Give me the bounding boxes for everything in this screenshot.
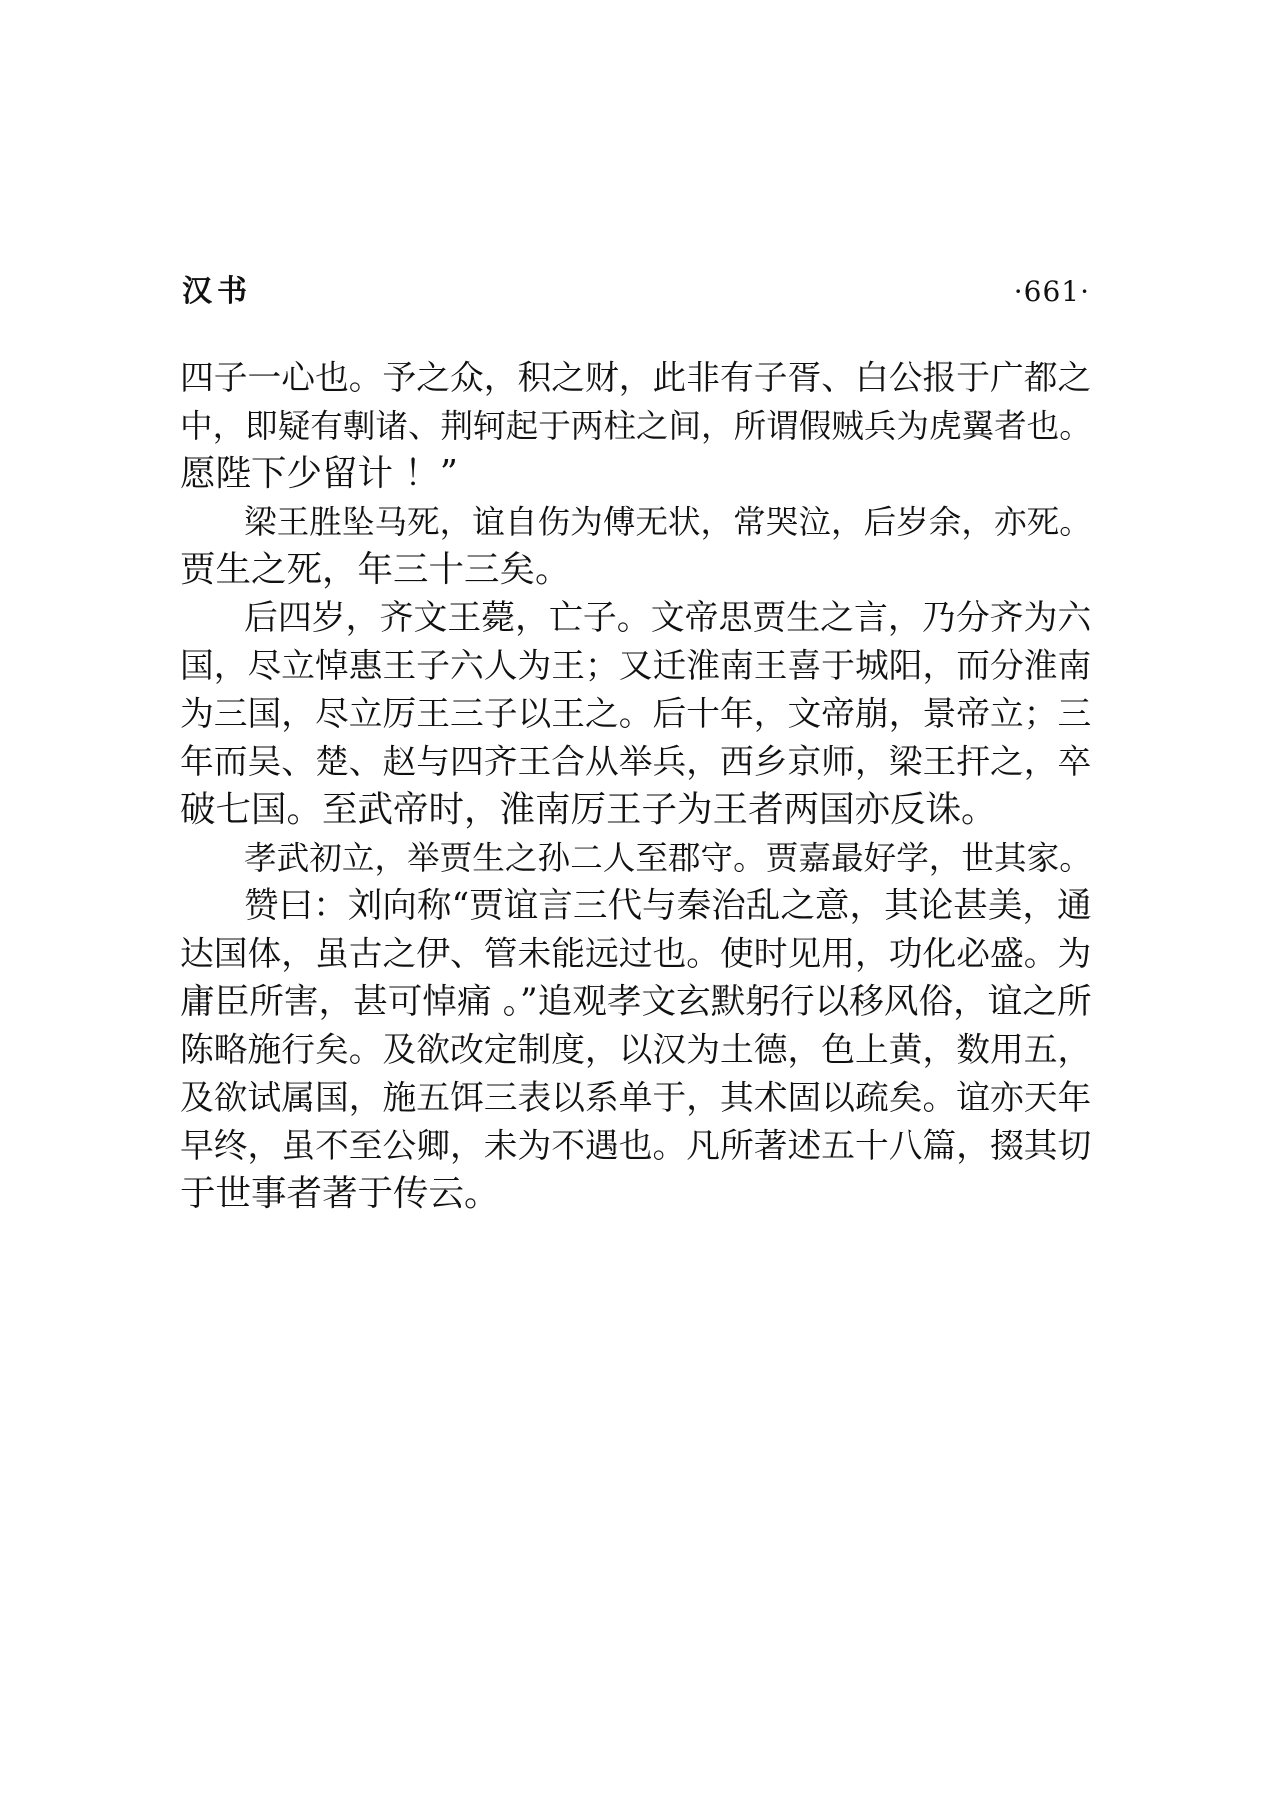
body-text	[180, 354, 1092, 1218]
running-title: 汉书	[182, 274, 252, 309]
text-line: 于世事者著于传云。	[180, 1173, 500, 1214]
text-line: 破七国。至武帝时，淮南厉王子为王者两国亦反诛。	[180, 789, 997, 830]
text-line: 达国体，虽古之伊、管未能远过也。使时见用，功化必盛。为	[180, 934, 1092, 973]
text-line: 早终，虽不至公卿，未为不遇也。凡所著述五十八篇，掇其切	[180, 1126, 1092, 1165]
page-number: ·661·	[1013, 275, 1090, 308]
text-line: 年而吴、楚、赵与四齐王合从举兵，西乡京师，梁王扞之，卒	[180, 742, 1092, 781]
text-line: 赞曰：刘向称“贾谊言三代与秦治乱之意，其论甚美，通	[244, 886, 1092, 926]
text-line: 梁王胜坠马死，谊自伤为傅无状，常哭泣，后岁余，亦死。	[244, 503, 1092, 541]
text-line: 陈略施行矣。及欲改定制度，以汉为土德，色上黄，数用五，	[180, 1030, 1092, 1069]
text-line: 后四岁，齐文王薨，亡子。文帝思贾生之言，乃分齐为六	[244, 598, 1092, 637]
text-line: 庸臣所害，甚可悼痛 。”追观孝文玄默躬行以移风俗，谊之所	[180, 982, 1092, 1022]
text-line: 贾生之死，年三十三矣。	[180, 549, 571, 590]
text-line: 四子一心也。予之众，积之财，此非有子胥、白公报于广都之	[180, 358, 1092, 397]
text-line: 孝武初立，举贾生之孙二人至郡守。贾嘉最好学，世其家。	[244, 839, 1092, 877]
text-line: 及欲试属国，施五饵三表以系单于，其术固以疏矣。谊亦天年	[180, 1078, 1092, 1117]
text-line: 国，尽立悼惠王子六人为王；又迁淮南王喜于城阳，而分淮南	[180, 646, 1092, 685]
text-line: 中，即疑有剸诸、荆轲起于两柱之间，所谓假贼兵为虎翼者也。	[180, 407, 1092, 445]
text-line: 愿陛下少留计 ！”	[180, 453, 458, 494]
text-line: 为三国，尽立厉王三子以王之。后十年，文帝崩，景帝立；三	[180, 694, 1092, 733]
